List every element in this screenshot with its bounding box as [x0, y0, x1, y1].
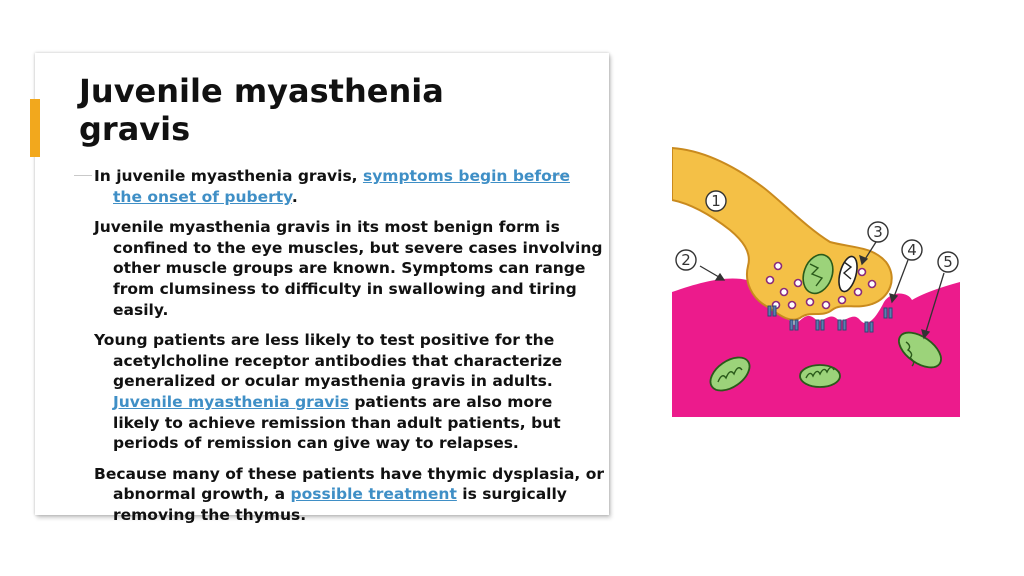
paragraph-text: patients are also more likely to achieve remission than adult patients, but periods of remission can give way to relapses.	[113, 392, 561, 453]
paragraph-onset	[94, 166, 604, 207]
callout-1: 1	[711, 192, 721, 210]
neuromuscular-junction-diagram	[672, 142, 960, 417]
title-accent-bar	[30, 99, 40, 157]
paragraph-text: is surgically removing the thymus.	[113, 485, 567, 524]
paragraph-text: In juvenile myasthenia gravis,	[94, 167, 363, 185]
link-possible-treatment[interactable]: possible treatment	[290, 485, 457, 504]
callout-5: 5	[943, 253, 953, 271]
divider-left	[74, 175, 92, 176]
callout-2: 2	[681, 251, 691, 269]
paragraph-thymus	[94, 464, 604, 526]
paragraph-text: Young patients are less likely to test positive for the acetylcholine receptor antibodies that characterize generalized or ocular myasthenia gravis in adults.	[94, 331, 563, 391]
link-symptoms-begin[interactable]: symptoms begin before the onset of puberty	[113, 167, 570, 206]
link-juvenile-myasthenia-gravis[interactable]: Juvenile myasthenia gravis	[113, 392, 349, 411]
paragraph-text: .	[291, 187, 298, 206]
callout-3: 3	[873, 223, 883, 241]
paragraph-text: Because many of these patients have thymic dysplasia, or abnormal growth, a	[94, 464, 604, 504]
paragraph-benign-form: Juvenile myasthenia gravis in its most benign form is confined to the eye muscles, but severe cases involving other muscle groups are known. Symptoms can range from clumsiness to difficulty in swallowing and tiring easily.	[94, 218, 603, 319]
body-text	[94, 166, 604, 536]
callout-4: 4	[907, 241, 917, 259]
slide-title: Juvenile myasthenia gravis	[79, 72, 444, 148]
paragraph-antibodies	[94, 330, 604, 454]
